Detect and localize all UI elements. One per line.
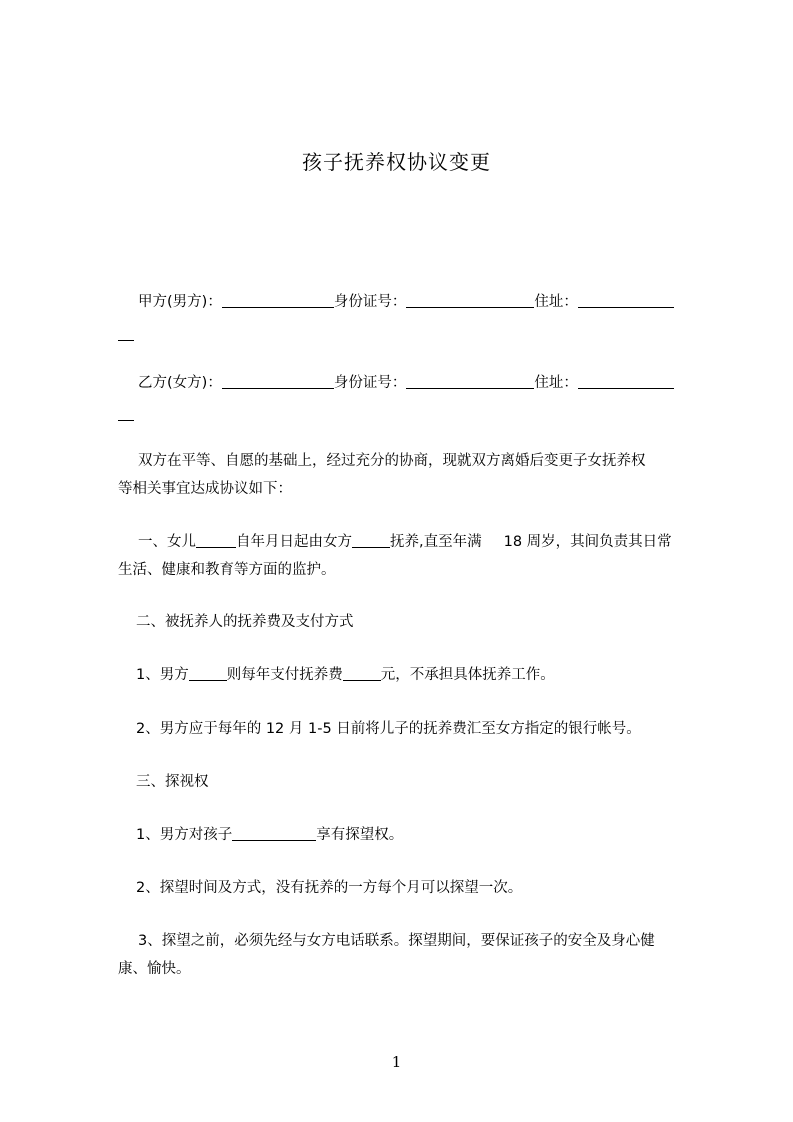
party-a-address-blank-cont (118, 326, 134, 341)
item-3-1-part-b: 享有探望权。 (316, 827, 404, 843)
clause-1-part-c: 抚养,直至年满 (390, 534, 482, 550)
section-3-heading (118, 771, 718, 793)
party-a-id-blank (406, 293, 534, 308)
party-b-address-blank (578, 374, 674, 389)
clause-1-part-a: 一、女儿 (138, 534, 196, 550)
item-2-1-part-c: 元，不承担具体抚养工作。 (380, 667, 555, 683)
item-3-1-part-a: 1、男方对孩子 (136, 827, 233, 843)
party-a-address-blank (578, 293, 674, 308)
item-3-3-line-2: 康、愉快。 (118, 961, 191, 977)
party-b-label: 乙方(女方)： (138, 375, 222, 391)
father-name-blank (189, 666, 227, 681)
party-a-line-cont (118, 324, 718, 346)
clause-1-part-b: 自年月日起由女方 (236, 534, 352, 550)
clause-1-line-2: 生活、健康和教育等方面的监护。 (118, 562, 336, 578)
item-2-2 (118, 718, 718, 740)
party-b-name-blank (222, 374, 334, 389)
page-number: 1 (391, 1053, 402, 1071)
support-amount-blank (343, 666, 381, 681)
section-2-heading (118, 611, 718, 633)
mother-name-blank (352, 533, 390, 548)
document-title: 孩子抚养权协议变更 (302, 150, 491, 174)
party-b-address-label: 住址： (534, 375, 578, 391)
item-3-3-text-1: 3、探望之前，必须先经与女方电话联系。探望期间，要保证孩子的安全及身心健 (138, 933, 655, 949)
intro-line-1: 双方在平等、自愿的基础上，经过充分的协商，现就双方离婚后变更子女抚养权 (138, 453, 646, 469)
party-a-address-label: 住址： (534, 294, 578, 310)
item-3-2-text: 2、探望时间及方式，没有抚养的一方每个月可以探望一次。 (136, 880, 523, 896)
party-b-id-label: 身份证号： (333, 375, 407, 391)
item-3-2 (118, 877, 718, 899)
clause-1-line-1 (138, 531, 738, 553)
item-2-1-part-b: 则每年支付抚养费 (226, 667, 343, 683)
daughter-name-blank (196, 533, 236, 548)
clause-1-part-d: 18 周岁，其间负责其日常 (503, 534, 672, 550)
party-b-id-blank (406, 374, 534, 389)
party-a-label: 甲方(男方)： (138, 294, 222, 310)
item-2-1-part-a: 1、男方 (136, 667, 189, 683)
item-2-1 (118, 664, 718, 686)
party-b-line (138, 372, 738, 394)
section-3-heading-text: 三、探视权 (136, 774, 209, 790)
party-b-line-cont (118, 404, 718, 426)
item-3-1 (118, 824, 718, 846)
section-2-heading-text: 二、被抚养人的抚养费及支付方式 (136, 614, 354, 630)
party-a-line (138, 291, 738, 313)
child-name-blank (232, 826, 316, 841)
party-a-id-label: 身份证号： (333, 294, 407, 310)
party-b-address-blank-cont (118, 406, 134, 421)
party-a-name-blank (222, 293, 334, 308)
intro-line-2: 等相关事宜达成协议如下： (118, 481, 292, 497)
item-2-2-text: 2、男方应于每年的 12 月 1-5 日前将儿子的抚养费汇至女方指定的银行帐号。 (136, 721, 641, 737)
item-3-3-line-1 (118, 930, 718, 952)
